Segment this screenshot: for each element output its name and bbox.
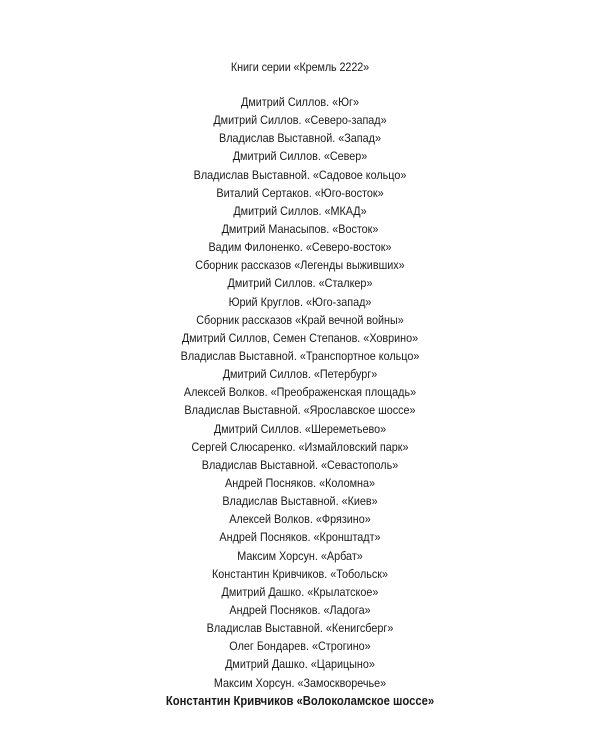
book-item: Юрий Круглов. «Юго-запад»: [228, 294, 372, 309]
book-item: Дмитрий Дашко. «Царицыно»: [225, 657, 375, 672]
book-item: Дмитрий Силлов. «Север»: [232, 149, 368, 164]
book-item: Дмитрий Силлов. «Северо-запад»: [213, 113, 387, 128]
book-item: Владислав Выставной. «Кенигсберг»: [206, 621, 394, 636]
book-item: Дмитрий Силлов. «МКАД»: [233, 203, 367, 218]
book-item: Сборник рассказов «Легенды выживших»: [195, 258, 405, 273]
book-item: Алексей Волков. «Преображенская площадь»: [183, 385, 417, 400]
book-item: Олег Бондарев. «Строгино»: [229, 639, 371, 654]
series-title: Книги серии «Кремль 2222»: [230, 60, 370, 74]
book-item: Дмитрий Манасыпов. «Восток»: [221, 221, 379, 236]
book-item: Андрей Посняков. «Кронштадт»: [219, 530, 381, 545]
book-item: Константин Кривчиков. «Тобольск»: [211, 566, 389, 581]
book-list: [0, 93, 600, 710]
book-item: Дмитрий Силлов, Семен Степанов. «Ховрино»: [181, 330, 419, 345]
book-item: Андрей Посняков. «Ладога»: [229, 602, 371, 617]
book-item: Максим Хорсун. «Арбат»: [237, 548, 363, 563]
book-item: Сборник рассказов «Край вечной войны»: [196, 312, 404, 327]
book-item: Владислав Выставной. «Садовое кольцо»: [193, 167, 407, 182]
book-item: Дмитрий Силлов. «Сталкер»: [227, 276, 373, 291]
book-item: Дмитрий Дашко. «Крылатское»: [221, 584, 379, 599]
book-item-current: Константин Кривчиков «Волоколамское шоссе»: [165, 693, 435, 708]
book-item: Дмитрий Силлов. «Шереметьево»: [213, 421, 387, 436]
book-item: Владислав Выставной. «Транспортное кольцо»: [180, 348, 420, 363]
book-item: Максим Хорсун. «Замоскворечье»: [213, 675, 387, 690]
book-item: Владислав Выставной. «Запад»: [219, 131, 381, 146]
book-item: Виталий Сертаков. «Юго-восток»: [216, 185, 384, 200]
book-item: Сергей Слюсаренко. «Измайловский парк»: [191, 439, 409, 454]
book-item: Вадим Филоненко. «Северо-восток»: [208, 240, 392, 255]
book-item: Владислав Выставной. «Ярославское шоссе»: [184, 403, 416, 418]
book-item: Алексей Волков. «Фрязино»: [229, 512, 371, 527]
book-item: Андрей Посняков. «Коломна»: [225, 475, 375, 490]
book-item: Дмитрий Силлов. «Петербург»: [222, 367, 378, 382]
book-item: Владислав Выставной. «Киев»: [222, 494, 378, 509]
book-item: Владислав Выставной. «Севастополь»: [201, 457, 399, 472]
book-item: Дмитрий Силлов. «Юг»: [241, 95, 359, 109]
